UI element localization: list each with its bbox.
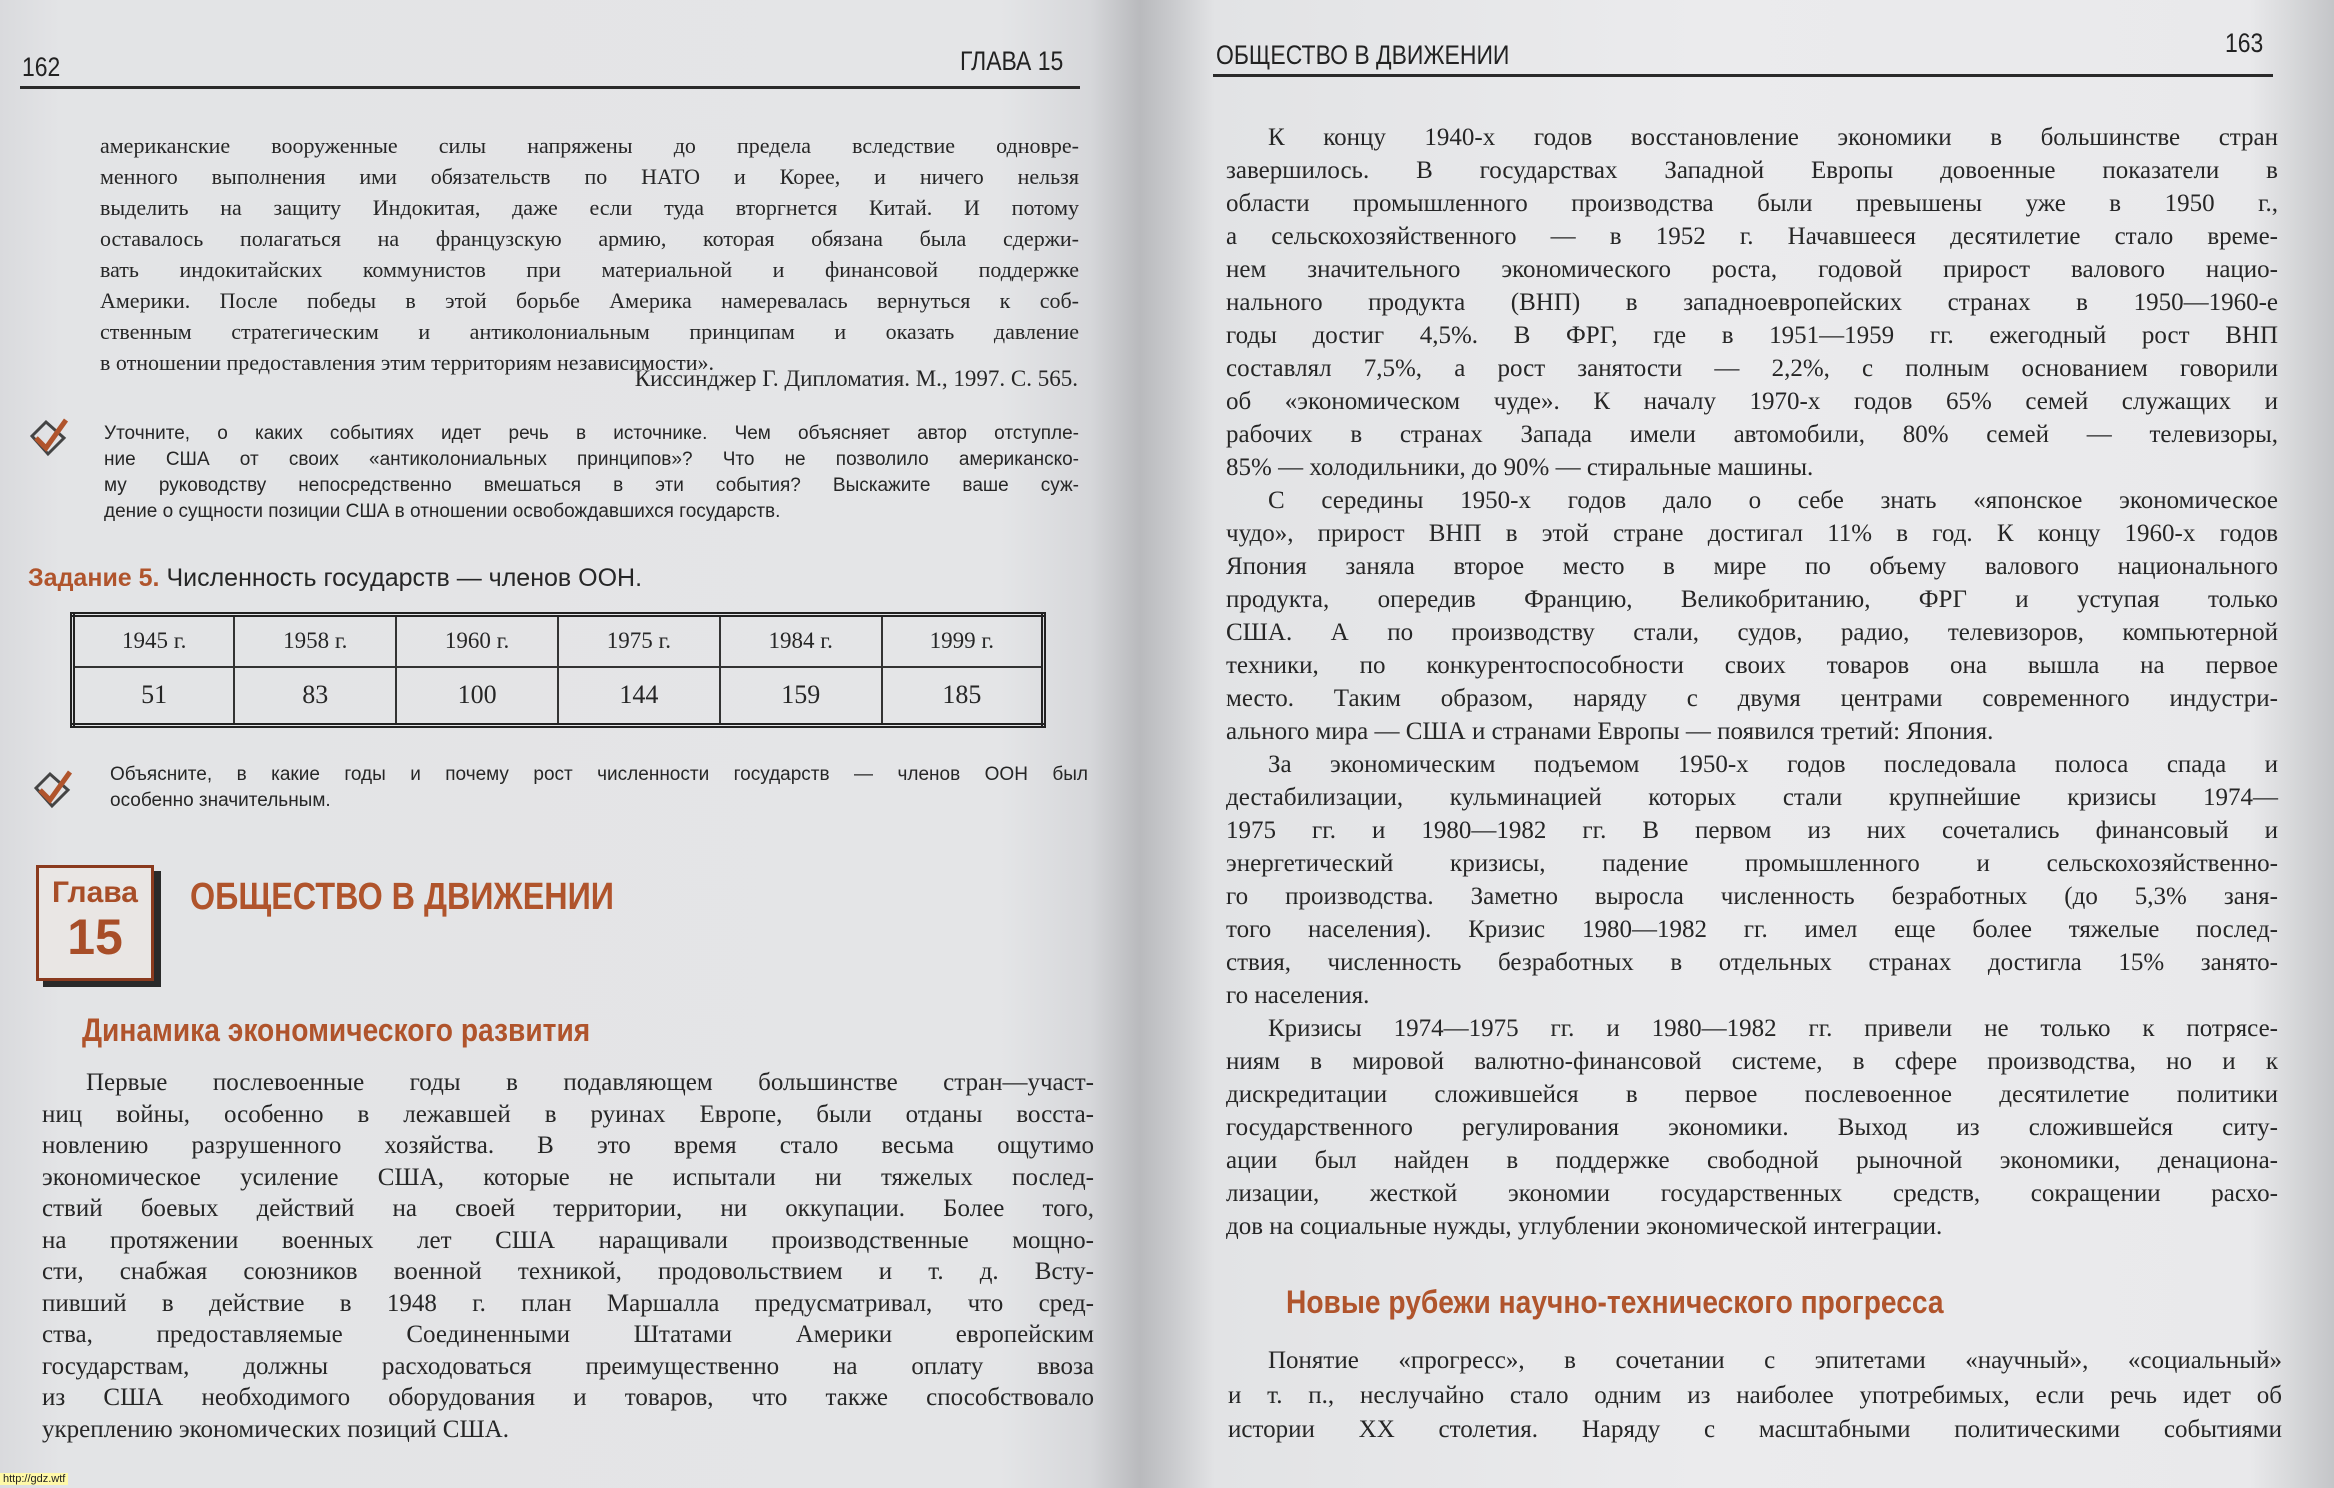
task-5-heading [28,564,642,593]
chapter-label: Глава [52,876,138,909]
checkmark-question-icon [30,768,74,812]
text-line: из США необходимого оборудования и товаров, что также способствовало [42,1384,1094,1411]
text-line: новлению разрушенного хозяйства. В это время стало весьма ощутимо [42,1132,1094,1159]
table-cell: 1999 г. [882,615,1044,667]
text-line: го производства. Заметно выросла численность безработных (до 5,3% заня- [1226,883,2278,910]
text-line: укреплению экономических позиций США. [42,1415,509,1443]
text-line: экономическое усиление США, которые не испытали ни тяжелых послед- [42,1163,1094,1191]
un-members-table [70,612,1046,728]
text-line: оставалось полагаться на французскую армию, которая обязана была сдержи- [100,226,1079,251]
quote-citation: Киссинджер Г. Дипломатия. М., 1997. С. 565. [634,366,1078,391]
chapter-title: ОБЩЕСТВО В ДВИЖЕНИИ [190,876,615,918]
table-cell: 1984 г. [720,615,882,667]
text-line: дов на социальные нужды, углублении экономической интеграции. [1226,1213,1943,1240]
section-heading: Динамика экономического развития [82,1012,591,1048]
text-line: ниц войны, особенно в лежавшей в руинах Европе, были отданы восста- [42,1100,1094,1128]
text-line: выделить на защиту Индокитая, даже если туда вторгнется Китай. И потому [100,195,1079,220]
text-line: особенно значительным. [110,790,331,811]
text-line: государственного регулирования экономики. Выход из сложившейся ситу- [1226,1114,2278,1141]
checkmark-question-icon [26,416,70,460]
text-line: место. Таким образом, наряду с двумя центрами современного индустри- [1226,685,2278,712]
text-line: 85% — холодильники, до 90% — стиральные машины. [1226,454,1814,481]
text-line: рабочих в странах Запада имели автомобили, 80% семей — телевизоры, [1226,421,2278,448]
table-cell: 1945 г. [73,615,235,667]
text-line: Первые послевоенные годы в подавляющем большинстве стран—участ- [86,1069,1094,1096]
text-line: техники, по конкурентоспособности своих товаров она вышла на первое [1226,652,2278,679]
section-heading: Новые рубежи научно-технического прогресса [1286,1284,1944,1320]
text-line: американские вооруженные силы напряжены до предела вследствие одновре- [100,133,1079,158]
text-line: ние США от своих «антиколониальных принципов»? Что не позволило американско- [104,449,1079,470]
table-cell: 51 [73,667,235,726]
table-cell: 1975 г. [558,615,720,667]
chapter-badge [36,865,154,981]
text-line: того населения). Кризис 1980—1982 гг. имел еще более тяжелые послед- [1226,916,2278,943]
text-line: годы достиг 4,5%. В ФРГ, где в 1951—1959 гг. ежегодный рост ВНП [1226,322,2278,349]
text-line: а сельскохозяйственного — в 1952 г. Начавшееся десятилетие стало време- [1226,223,2278,250]
header-rule-right [1213,74,2273,77]
text-line: составлял 7,5%, а рост занятости — 2,2%, с полным основанием говорили [1226,355,2278,382]
text-line: в отношении предоставления этим территориям независимости». [100,350,715,375]
text-line: му руководству непосредственно вмешаться в эти события? Выскажите ваше суж- [104,475,1079,496]
text-line: дискредитации сложившейся в первое послевоенное десятилетие политики [1226,1081,2278,1108]
watermark: http://gdz.wtf [0,1473,68,1485]
text-line: пивший в действие в 1948 г. план Маршалла предусматривал, что сред- [42,1289,1094,1317]
text-line: ации был найден в поддержке свободной рыночной экономики, денациона- [1226,1147,2278,1174]
text-line: истории XX столетия. Наряду с масштабными политическими событиями [1228,1416,2282,1443]
text-line: ственным стратегическим и антиколониальным принципам и оказать давление [100,319,1079,344]
text-line: Америки. После победы в этой борьбе Америка намеревалась вернуться к соб- [100,288,1079,313]
header-rule-left [20,86,1080,89]
text-line: ствий боевых действий на своей территории, ни оккупации. Более того, [42,1195,1094,1222]
text-line: дение о сущности позиции США в отношении освобождавшихся государств. [104,501,781,522]
text-line: продукта, опередив Францию, Великобританию, ФРГ и уступая только [1226,586,2278,613]
page-number-right: 163 [2225,28,2264,58]
text-line: Уточните, о каких событиях идет речь в источнике. Чем объясняет автор отступле- [104,423,1079,444]
text-line: об «экономическом чуде». К началу 1970-х годов 65% семей служащих и [1226,388,2278,415]
text-line: чудо», прирост ВНП в этой стране достигал 11% в год. К концу 1960-х годов [1226,520,2278,547]
text-line: сти, снабжая союзников военной техникой, продовольствием и т. д. Всту- [42,1258,1094,1285]
text-line: Объясните, в какие годы и почему рост численности государств — членов ООН был [110,764,1088,785]
text-line: и т. п., неслучайно стало одним из наиболее употребимых, если речь идет об [1228,1381,2282,1409]
text-line: 1975 гг. и 1980—1982 гг. В первом из них сочетались финансовый и [1226,817,2278,844]
text-line: Кризисы 1974—1975 гг. и 1980—1982 гг. привели не только к потрясе- [1268,1015,2278,1042]
text-line: К концу 1940-х годов восстановление экономики в большинстве стран [1268,124,2278,151]
text-line: Понятие «прогресс», в сочетании с эпитетами «научный», «социальный» [1268,1347,2282,1374]
text-line: го населения. [1226,982,1370,1009]
text-line: США. А по производству стали, судов, радио, телевизоров, компьютерной [1226,619,2278,646]
text-line: ального мира — США и странами Европы — появился третий: Япония. [1226,718,1994,745]
running-head-right: ОБЩЕСТВО В ДВИЖЕНИИ [1216,40,1510,70]
table-cell: 144 [558,667,720,726]
table-row-years [73,615,1044,667]
text-line: нального продукта (ВНП) в западноевропейских странах в 1950—1960-е [1226,289,2278,316]
running-head-left: ГЛАВА 15 [960,46,1064,76]
text-line: За экономическим подъемом 1950-х годов последовала полоса спада и [1268,751,2278,778]
task-label: Задание 5. [28,564,160,592]
text-line: лизации, жесткой экономии государственных средств, сокращении расхо- [1226,1180,2278,1207]
table-cell: 185 [882,667,1044,726]
table-cell: 1958 г. [234,615,396,667]
text-line: ниям в мировой валютно-финансовой системе, в сфере производства, но и к [1226,1048,2278,1075]
task-text: Численность государств — членов ООН. [159,564,643,592]
table-cell: 83 [234,667,396,726]
text-line: Япония заняла второе место в мире по объему валового национального [1226,553,2278,580]
table-cell: 100 [396,667,558,726]
text-line: энергетический кризисы, падение промышленного и сельскохозяйственно- [1226,850,2278,877]
text-line: нем значительного экономического роста, годовой прирост валового нацио- [1226,256,2278,283]
text-line: ства, предоставляемые Соединенными Штатами Америки европейским [42,1321,1094,1348]
text-line: области промышленного производства были превышены уже в 1950 г., [1226,190,2278,217]
chapter-number: 15 [67,909,123,965]
table-cell: 1960 г. [396,615,558,667]
table-cell: 159 [720,667,882,726]
text-line: завершилось. В государствах Западной Европы довоенные показатели в [1226,157,2278,184]
text-line: вать индокитайских коммунистов при материальной и финансовой поддержке [100,257,1079,282]
text-line: дестабилизации, кульминацией которых стали крупнейшие кризисы 1974— [1226,784,2278,811]
text-line: государствам, должны расходоваться преимущественно на оплату ввоза [42,1352,1094,1380]
page-number-left: 162 [22,52,61,82]
text-line: менного выполнения ими обязательств по НАТО и Корее, и ничего нельзя [100,164,1079,189]
table-row-values [73,667,1044,726]
text-line: ствия, численность безработных в отдельных странах достигла 15% занято- [1226,949,2278,976]
text-line: на протяжении военных лет США наращивали производственные мощно- [42,1226,1094,1254]
text-line: С середины 1950-х годов дало о себе знать «японское экономическое [1268,487,2278,514]
